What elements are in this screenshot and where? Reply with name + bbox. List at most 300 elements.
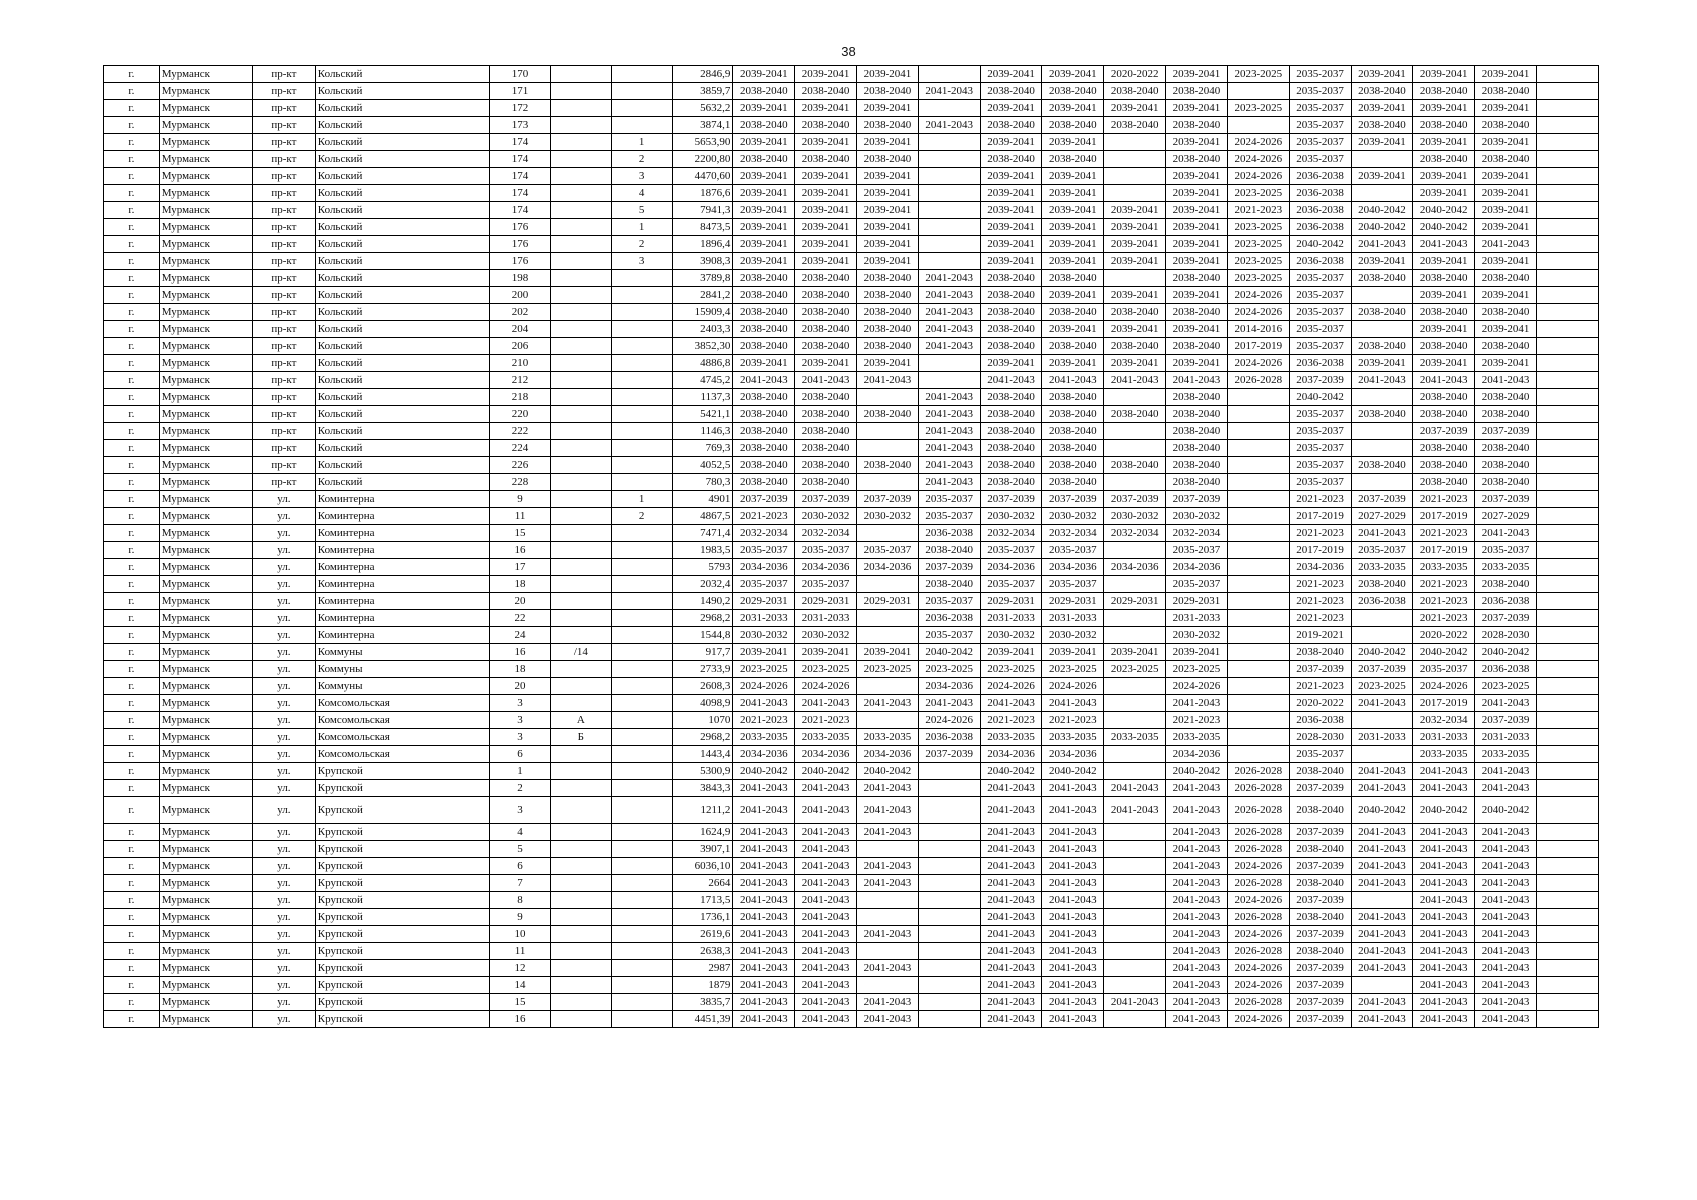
building-number-cell: [611, 712, 672, 729]
period-1-cell: 2035-2037: [733, 542, 795, 559]
period-3-cell: 2037-2039: [857, 491, 919, 508]
period-13-cell: 2041-2043: [1475, 926, 1537, 943]
street-name-cell: Кольский: [315, 168, 489, 185]
period-2-cell: 2038-2040: [795, 406, 857, 423]
period-1-cell: 2038-2040: [733, 406, 795, 423]
period-7-cell: [1104, 892, 1166, 909]
building-number-cell: [611, 926, 672, 943]
building-suffix-cell: [550, 943, 611, 960]
area-cell: 2608,3: [672, 678, 733, 695]
period-3-cell: 2034-2036: [857, 746, 919, 763]
period-13-cell: 2039-2041: [1475, 168, 1537, 185]
building-number-cell: 5: [611, 202, 672, 219]
period-4-cell: 2024-2026: [918, 712, 980, 729]
period-8-cell: 2038-2040: [1166, 151, 1228, 168]
period-8-cell: 2039-2041: [1166, 219, 1228, 236]
period-10-cell: 2035-2037: [1289, 406, 1351, 423]
city-cell: Мурманск: [159, 491, 252, 508]
period-1-cell: 2033-2035: [733, 729, 795, 746]
period-9-cell: 2014-2016: [1227, 321, 1289, 338]
period-9-cell: 2026-2028: [1227, 824, 1289, 841]
city-cell: Мурманск: [159, 926, 252, 943]
period-11-cell: 2038-2040: [1351, 576, 1413, 593]
house-number-cell: 16: [490, 1011, 551, 1028]
city-cell: Мурманск: [159, 858, 252, 875]
period-3-cell: [857, 892, 919, 909]
street-type-cell: ул.: [252, 610, 315, 627]
period-4-cell: 2041-2043: [918, 117, 980, 134]
period-8-cell: 2038-2040: [1166, 304, 1228, 321]
table-row: [104, 797, 1599, 824]
period-7-cell: 2033-2035: [1104, 729, 1166, 746]
street-type-cell: ул.: [252, 858, 315, 875]
period-3-cell: 2041-2043: [857, 372, 919, 389]
street-name-cell: Крупской: [315, 909, 489, 926]
house-number-cell: 6: [490, 858, 551, 875]
period-2-cell: 2041-2043: [795, 892, 857, 909]
table-row: [104, 559, 1599, 576]
period-12-cell: 2031-2033: [1413, 729, 1475, 746]
period-12-cell: 2038-2040: [1413, 83, 1475, 100]
period-8-cell: 2031-2033: [1166, 610, 1228, 627]
period-6-cell: 2041-2043: [1042, 892, 1104, 909]
period-3-cell: 2038-2040: [857, 304, 919, 321]
street-name-cell: Крупской: [315, 943, 489, 960]
street-name-cell: Кольский: [315, 457, 489, 474]
table-row: [104, 909, 1599, 926]
period-10-cell: 2036-2038: [1289, 712, 1351, 729]
period-6-cell: 2032-2034: [1042, 525, 1104, 542]
period-8-cell: 2041-2043: [1166, 780, 1228, 797]
period-7-cell: 2037-2039: [1104, 491, 1166, 508]
period-2-cell: 2039-2041: [795, 236, 857, 253]
period-10-cell: 2035-2037: [1289, 287, 1351, 304]
building-suffix-cell: [550, 678, 611, 695]
period-7-cell: [1104, 746, 1166, 763]
house-number-cell: 206: [490, 338, 551, 355]
period-8-cell: 2023-2025: [1166, 661, 1228, 678]
street-name-cell: Крупской: [315, 1011, 489, 1028]
street-type-cell: ул.: [252, 1011, 315, 1028]
period-13-cell: 2023-2025: [1475, 678, 1537, 695]
period-8-cell: 2038-2040: [1166, 457, 1228, 474]
period-5-cell: 2040-2042: [980, 763, 1042, 780]
period-2-cell: 2038-2040: [795, 457, 857, 474]
period-8-cell: 2033-2035: [1166, 729, 1228, 746]
empty-cell: [1536, 406, 1598, 423]
period-9-cell: [1227, 695, 1289, 712]
period-10-cell: 2040-2042: [1289, 389, 1351, 406]
period-10-cell: 2036-2038: [1289, 168, 1351, 185]
period-13-cell: 2038-2040: [1475, 270, 1537, 287]
period-8-cell: 2038-2040: [1166, 389, 1228, 406]
locality-type-cell: г.: [104, 542, 160, 559]
period-7-cell: [1104, 763, 1166, 780]
city-cell: Мурманск: [159, 610, 252, 627]
period-12-cell: 2039-2041: [1413, 100, 1475, 117]
period-13-cell: 2037-2039: [1475, 491, 1537, 508]
house-number-cell: 5: [490, 841, 551, 858]
period-1-cell: 2038-2040: [733, 304, 795, 321]
area-cell: 1736,1: [672, 909, 733, 926]
period-10-cell: 2037-2039: [1289, 858, 1351, 875]
building-suffix-cell: /14: [550, 644, 611, 661]
period-4-cell: 2041-2043: [918, 423, 980, 440]
city-cell: Мурманск: [159, 185, 252, 202]
period-4-cell: 2041-2043: [918, 304, 980, 321]
period-9-cell: [1227, 593, 1289, 610]
building-suffix-cell: Б: [550, 729, 611, 746]
city-cell: Мурманск: [159, 372, 252, 389]
period-10-cell: 2035-2037: [1289, 338, 1351, 355]
period-10-cell: 2028-2030: [1289, 729, 1351, 746]
building-number-cell: [611, 66, 672, 83]
period-4-cell: [918, 1011, 980, 1028]
building-suffix-cell: [550, 236, 611, 253]
period-12-cell: 2041-2043: [1413, 892, 1475, 909]
period-7-cell: 2020-2022: [1104, 66, 1166, 83]
city-cell: Мурманск: [159, 542, 252, 559]
house-number-cell: 24: [490, 627, 551, 644]
period-7-cell: 2039-2041: [1104, 287, 1166, 304]
period-7-cell: 2041-2043: [1104, 797, 1166, 824]
empty-cell: [1536, 763, 1598, 780]
table-row: [104, 185, 1599, 202]
street-name-cell: Крупской: [315, 977, 489, 994]
period-1-cell: 2039-2041: [733, 644, 795, 661]
area-cell: 2733,9: [672, 661, 733, 678]
period-2-cell: 2023-2025: [795, 661, 857, 678]
street-type-cell: пр-кт: [252, 202, 315, 219]
building-suffix-cell: [550, 525, 611, 542]
period-3-cell: 2041-2043: [857, 960, 919, 977]
area-cell: 5653,90: [672, 134, 733, 151]
locality-type-cell: г.: [104, 712, 160, 729]
period-6-cell: 2031-2033: [1042, 610, 1104, 627]
period-4-cell: [918, 977, 980, 994]
city-cell: Мурманск: [159, 525, 252, 542]
table-row: [104, 661, 1599, 678]
area-cell: 5632,2: [672, 100, 733, 117]
house-number-cell: 220: [490, 406, 551, 423]
locality-type-cell: г.: [104, 661, 160, 678]
building-suffix-cell: [550, 406, 611, 423]
table-row: [104, 763, 1599, 780]
house-number-cell: 174: [490, 185, 551, 202]
period-10-cell: 2037-2039: [1289, 824, 1351, 841]
area-cell: 2619,6: [672, 926, 733, 943]
period-13-cell: 2033-2035: [1475, 746, 1537, 763]
period-11-cell: 2023-2025: [1351, 678, 1413, 695]
period-3-cell: [857, 440, 919, 457]
locality-type-cell: г.: [104, 576, 160, 593]
period-9-cell: 2026-2028: [1227, 780, 1289, 797]
period-11-cell: [1351, 610, 1413, 627]
period-12-cell: 2021-2023: [1413, 576, 1475, 593]
period-2-cell: 2037-2039: [795, 491, 857, 508]
street-type-cell: ул.: [252, 661, 315, 678]
period-7-cell: [1104, 712, 1166, 729]
period-7-cell: 2039-2041: [1104, 355, 1166, 372]
period-12-cell: 2021-2023: [1413, 491, 1475, 508]
period-6-cell: 2039-2041: [1042, 100, 1104, 117]
street-type-cell: пр-кт: [252, 100, 315, 117]
period-9-cell: 2024-2026: [1227, 858, 1289, 875]
period-1-cell: 2038-2040: [733, 474, 795, 491]
building-suffix-cell: [550, 892, 611, 909]
period-4-cell: 2041-2043: [918, 83, 980, 100]
period-7-cell: 2038-2040: [1104, 406, 1166, 423]
area-cell: 1983,5: [672, 542, 733, 559]
period-6-cell: 2041-2043: [1042, 875, 1104, 892]
period-2-cell: 2039-2041: [795, 202, 857, 219]
period-8-cell: 2041-2043: [1166, 875, 1228, 892]
period-1-cell: 2041-2043: [733, 841, 795, 858]
area-cell: 1544,8: [672, 627, 733, 644]
building-number-cell: 2: [611, 151, 672, 168]
street-type-cell: ул.: [252, 593, 315, 610]
empty-cell: [1536, 134, 1598, 151]
street-type-cell: ул.: [252, 542, 315, 559]
period-4-cell: [918, 926, 980, 943]
city-cell: Мурманск: [159, 440, 252, 457]
empty-cell: [1536, 610, 1598, 627]
period-10-cell: 2036-2038: [1289, 253, 1351, 270]
period-6-cell: 2023-2025: [1042, 661, 1104, 678]
period-13-cell: 2038-2040: [1475, 576, 1537, 593]
table-row: [104, 304, 1599, 321]
building-suffix-cell: [550, 338, 611, 355]
period-12-cell: 2038-2040: [1413, 338, 1475, 355]
period-7-cell: 2038-2040: [1104, 117, 1166, 134]
empty-cell: [1536, 508, 1598, 525]
period-2-cell: 2041-2043: [795, 780, 857, 797]
period-8-cell: 2041-2043: [1166, 858, 1228, 875]
period-3-cell: 2038-2040: [857, 117, 919, 134]
period-12-cell: 2024-2026: [1413, 678, 1475, 695]
table-row: [104, 219, 1599, 236]
period-3-cell: 2039-2041: [857, 253, 919, 270]
period-5-cell: 2030-2032: [980, 627, 1042, 644]
period-3-cell: [857, 525, 919, 542]
period-3-cell: [857, 610, 919, 627]
period-10-cell: 2035-2037: [1289, 270, 1351, 287]
period-12-cell: 2040-2042: [1413, 644, 1475, 661]
city-cell: Мурманск: [159, 841, 252, 858]
building-suffix-cell: [550, 491, 611, 508]
period-1-cell: 2039-2041: [733, 202, 795, 219]
locality-type-cell: г.: [104, 644, 160, 661]
period-3-cell: 2038-2040: [857, 151, 919, 168]
empty-cell: [1536, 202, 1598, 219]
period-3-cell: 2023-2025: [857, 661, 919, 678]
period-3-cell: 2038-2040: [857, 270, 919, 287]
period-13-cell: 2038-2040: [1475, 338, 1537, 355]
street-type-cell: пр-кт: [252, 389, 315, 406]
street-name-cell: Кольский: [315, 270, 489, 287]
period-9-cell: 2023-2025: [1227, 185, 1289, 202]
period-11-cell: 2040-2042: [1351, 644, 1413, 661]
period-13-cell: 2041-2043: [1475, 372, 1537, 389]
period-5-cell: 2035-2037: [980, 576, 1042, 593]
period-7-cell: [1104, 440, 1166, 457]
period-7-cell: 2039-2041: [1104, 100, 1166, 117]
street-name-cell: Крупской: [315, 858, 489, 875]
empty-cell: [1536, 389, 1598, 406]
period-3-cell: [857, 423, 919, 440]
period-12-cell: 2038-2040: [1413, 457, 1475, 474]
period-10-cell: 2037-2039: [1289, 977, 1351, 994]
empty-cell: [1536, 185, 1598, 202]
area-cell: 7941,3: [672, 202, 733, 219]
period-9-cell: 2026-2028: [1227, 909, 1289, 926]
period-9-cell: 2023-2025: [1227, 236, 1289, 253]
period-2-cell: 2041-2043: [795, 841, 857, 858]
city-cell: Мурманск: [159, 355, 252, 372]
period-7-cell: 2038-2040: [1104, 304, 1166, 321]
street-type-cell: пр-кт: [252, 185, 315, 202]
period-7-cell: [1104, 185, 1166, 202]
empty-cell: [1536, 100, 1598, 117]
area-cell: 3908,3: [672, 253, 733, 270]
empty-cell: [1536, 559, 1598, 576]
period-1-cell: 2039-2041: [733, 253, 795, 270]
period-2-cell: 2033-2035: [795, 729, 857, 746]
period-5-cell: 2032-2034: [980, 525, 1042, 542]
period-1-cell: 2040-2042: [733, 763, 795, 780]
street-type-cell: пр-кт: [252, 355, 315, 372]
period-4-cell: 2035-2037: [918, 593, 980, 610]
period-3-cell: 2041-2043: [857, 824, 919, 841]
building-number-cell: [611, 875, 672, 892]
empty-cell: [1536, 1011, 1598, 1028]
period-6-cell: 2041-2043: [1042, 780, 1104, 797]
period-5-cell: 2039-2041: [980, 168, 1042, 185]
period-4-cell: [918, 909, 980, 926]
house-number-cell: 174: [490, 202, 551, 219]
period-3-cell: 2035-2037: [857, 542, 919, 559]
empty-cell: [1536, 66, 1598, 83]
period-9-cell: [1227, 661, 1289, 678]
city-cell: Мурманск: [159, 66, 252, 83]
period-13-cell: 2028-2030: [1475, 627, 1537, 644]
area-cell: 3843,3: [672, 780, 733, 797]
street-type-cell: ул.: [252, 627, 315, 644]
period-4-cell: [918, 797, 980, 824]
period-13-cell: 2037-2039: [1475, 610, 1537, 627]
period-9-cell: 2026-2028: [1227, 372, 1289, 389]
house-number-cell: 12: [490, 960, 551, 977]
period-2-cell: 2038-2040: [795, 270, 857, 287]
building-suffix-cell: [550, 202, 611, 219]
street-name-cell: Коминтерна: [315, 610, 489, 627]
table-row: [104, 525, 1599, 542]
house-number-cell: 2: [490, 780, 551, 797]
city-cell: Мурманск: [159, 695, 252, 712]
period-4-cell: 2041-2043: [918, 389, 980, 406]
period-4-cell: 2041-2043: [918, 287, 980, 304]
period-6-cell: 2021-2023: [1042, 712, 1104, 729]
locality-type-cell: г.: [104, 440, 160, 457]
street-type-cell: ул.: [252, 960, 315, 977]
building-suffix-cell: [550, 858, 611, 875]
city-cell: Мурманск: [159, 219, 252, 236]
city-cell: Мурманск: [159, 994, 252, 1011]
city-cell: Мурманск: [159, 338, 252, 355]
city-cell: Мурманск: [159, 406, 252, 423]
street-name-cell: Кольский: [315, 253, 489, 270]
period-12-cell: 2038-2040: [1413, 440, 1475, 457]
building-suffix-cell: [550, 253, 611, 270]
house-number-cell: 174: [490, 134, 551, 151]
city-cell: Мурманск: [159, 423, 252, 440]
period-13-cell: 2040-2042: [1475, 797, 1537, 824]
period-5-cell: 2031-2033: [980, 610, 1042, 627]
street-name-cell: Крупской: [315, 841, 489, 858]
period-3-cell: 2041-2043: [857, 797, 919, 824]
period-7-cell: [1104, 960, 1166, 977]
house-number-cell: 204: [490, 321, 551, 338]
empty-cell: [1536, 695, 1598, 712]
period-10-cell: 2038-2040: [1289, 909, 1351, 926]
house-number-cell: 15: [490, 525, 551, 542]
locality-type-cell: г.: [104, 474, 160, 491]
street-name-cell: Кольский: [315, 117, 489, 134]
period-10-cell: 2037-2039: [1289, 960, 1351, 977]
empty-cell: [1536, 83, 1598, 100]
period-8-cell: 2039-2041: [1166, 321, 1228, 338]
period-2-cell: 2038-2040: [795, 321, 857, 338]
building-number-cell: [611, 824, 672, 841]
house-number-cell: 17: [490, 559, 551, 576]
locality-type-cell: г.: [104, 423, 160, 440]
city-cell: Мурманск: [159, 627, 252, 644]
period-6-cell: 2034-2036: [1042, 559, 1104, 576]
period-5-cell: 2041-2043: [980, 372, 1042, 389]
table-row: [104, 491, 1599, 508]
area-cell: 2968,2: [672, 610, 733, 627]
period-13-cell: 2038-2040: [1475, 406, 1537, 423]
period-11-cell: [1351, 151, 1413, 168]
period-9-cell: [1227, 746, 1289, 763]
street-type-cell: ул.: [252, 508, 315, 525]
street-name-cell: Кольский: [315, 287, 489, 304]
locality-type-cell: г.: [104, 168, 160, 185]
period-13-cell: 2038-2040: [1475, 304, 1537, 321]
table-row: [104, 712, 1599, 729]
period-7-cell: 2038-2040: [1104, 83, 1166, 100]
period-9-cell: [1227, 474, 1289, 491]
table-row: [104, 960, 1599, 977]
empty-cell: [1536, 593, 1598, 610]
period-10-cell: 2038-2040: [1289, 841, 1351, 858]
table-row: [104, 593, 1599, 610]
period-8-cell: 2041-2043: [1166, 1011, 1228, 1028]
period-8-cell: 2041-2043: [1166, 960, 1228, 977]
building-suffix-cell: [550, 797, 611, 824]
period-8-cell: 2039-2041: [1166, 66, 1228, 83]
empty-cell: [1536, 491, 1598, 508]
period-12-cell: 2041-2043: [1413, 926, 1475, 943]
period-4-cell: [918, 892, 980, 909]
period-5-cell: 2038-2040: [980, 304, 1042, 321]
period-13-cell: 2039-2041: [1475, 100, 1537, 117]
city-cell: Мурманск: [159, 576, 252, 593]
period-9-cell: [1227, 440, 1289, 457]
street-type-cell: пр-кт: [252, 151, 315, 168]
period-11-cell: 2041-2043: [1351, 780, 1413, 797]
period-4-cell: [918, 858, 980, 875]
